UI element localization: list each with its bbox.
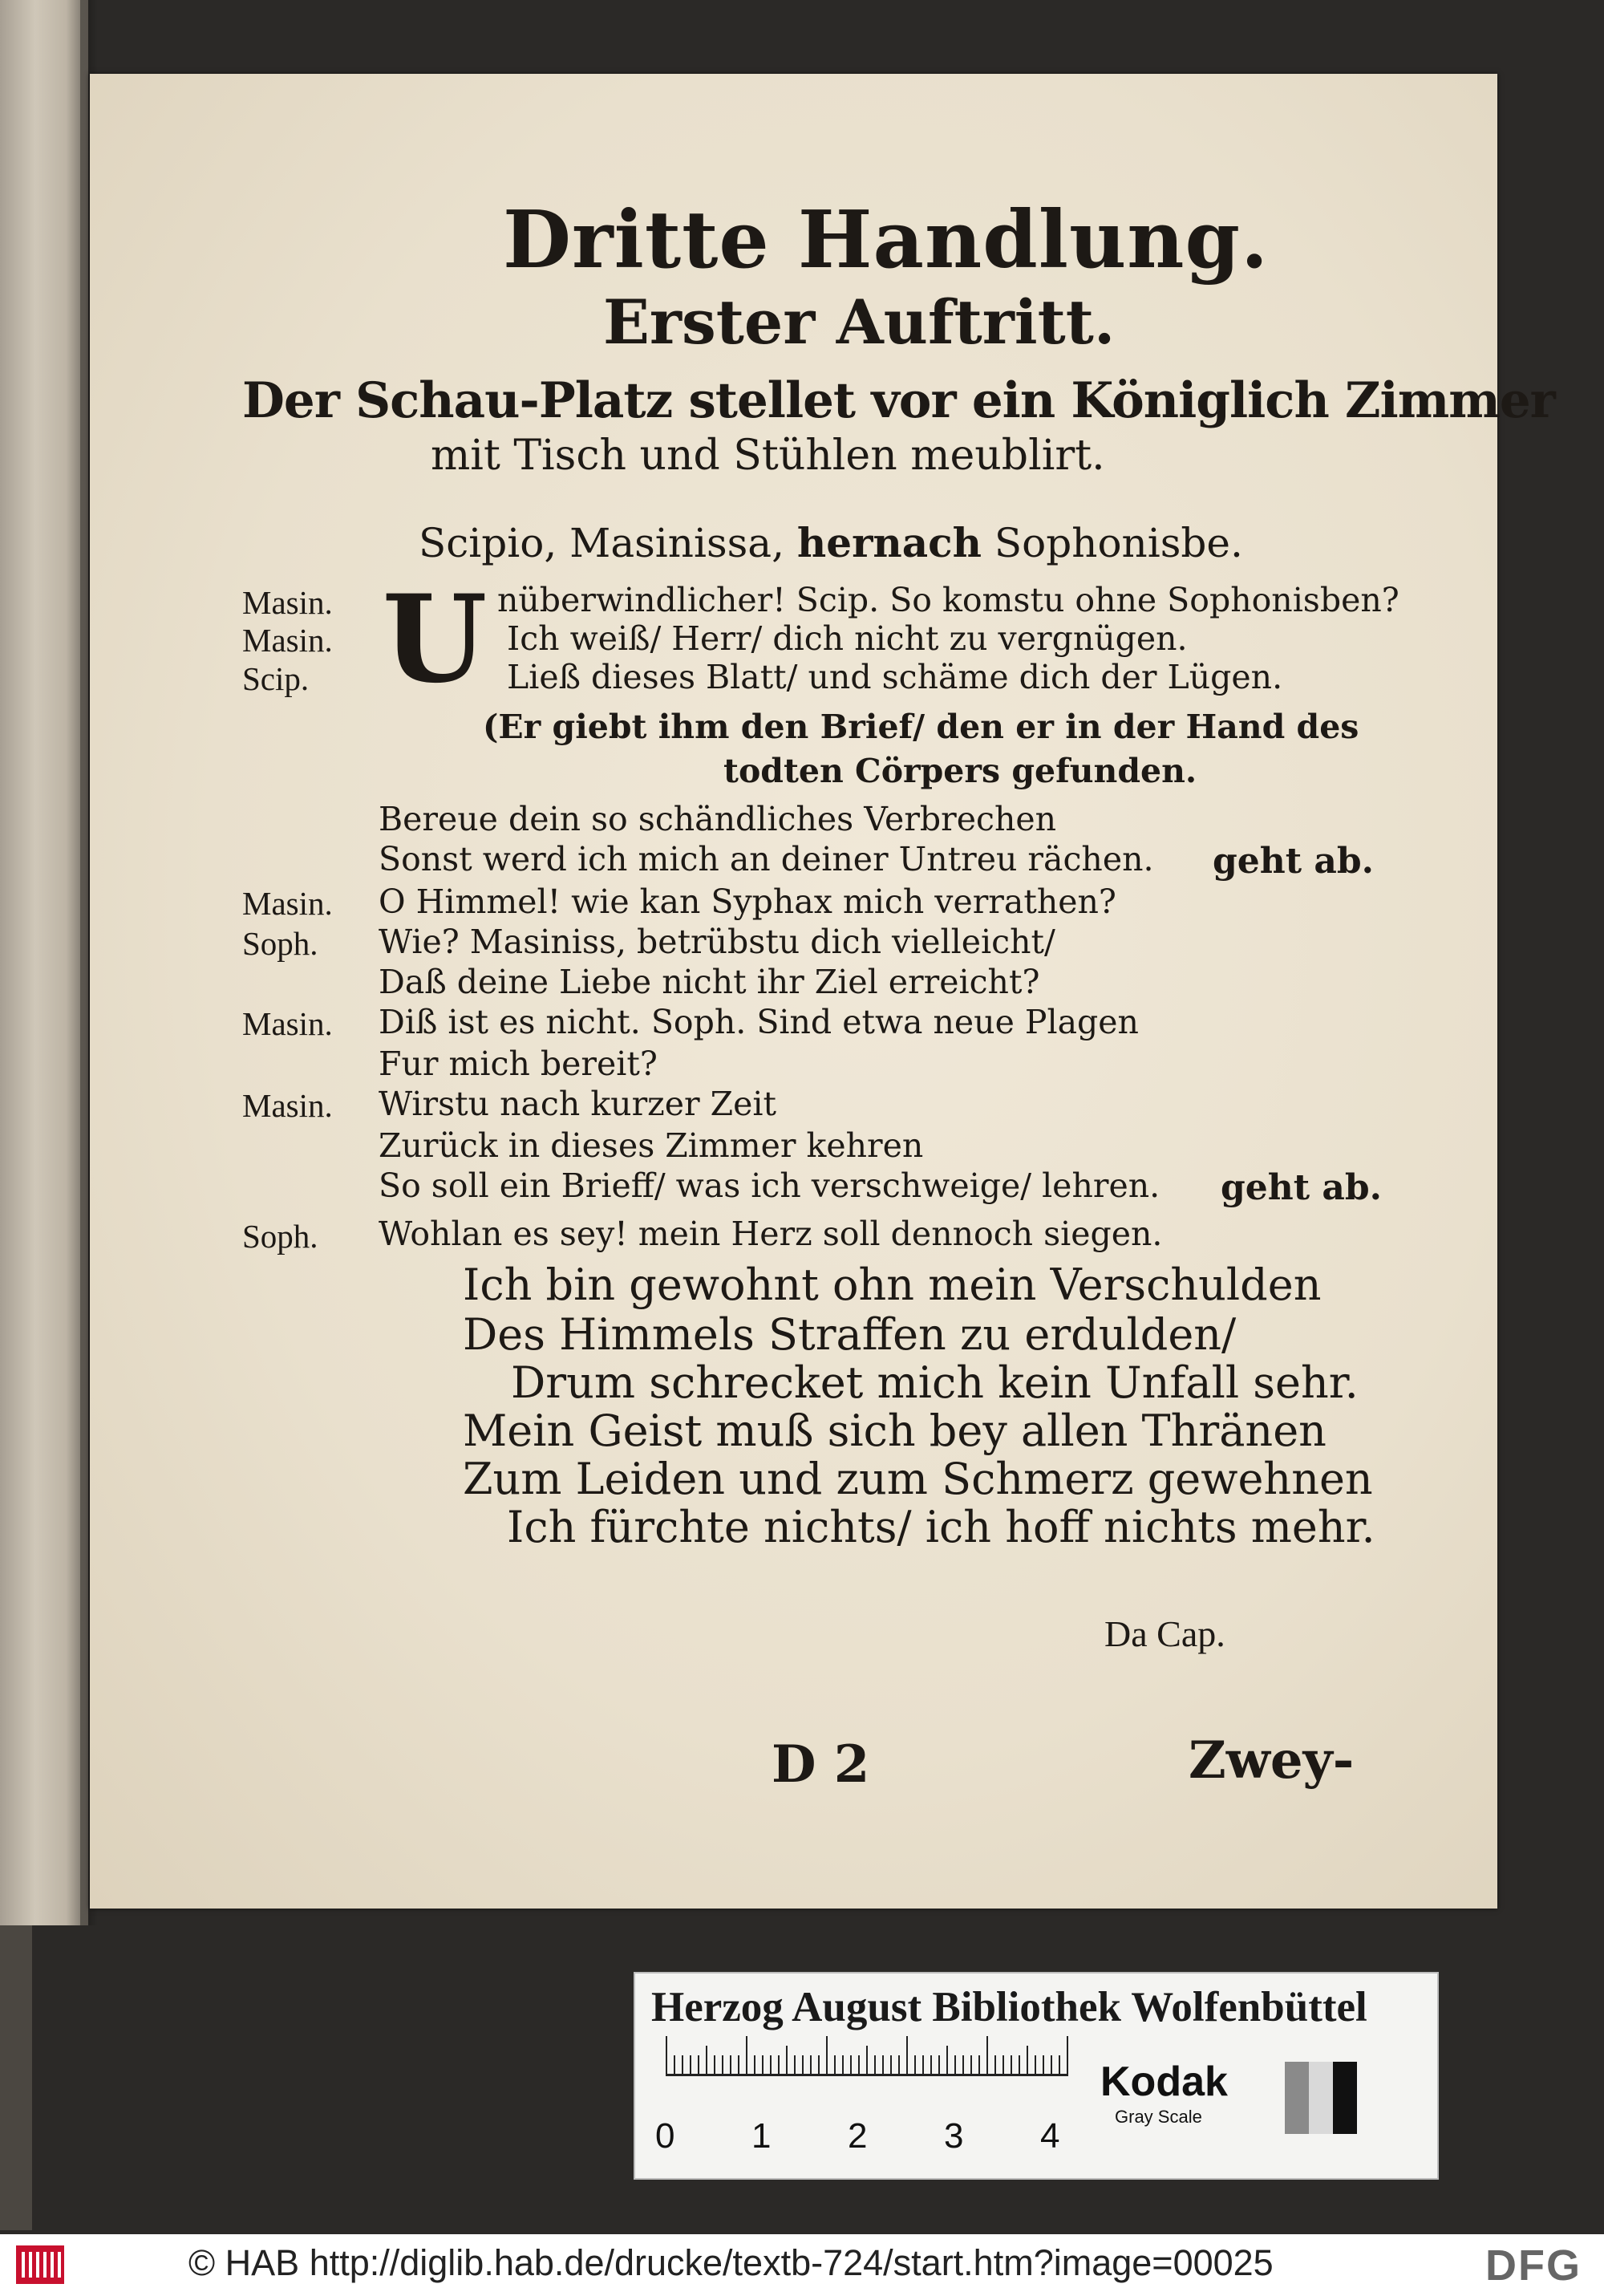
ruler-number: 3	[944, 2116, 964, 2156]
ruler-tick	[754, 2055, 755, 2076]
act-title: Dritte Handlung.	[503, 194, 1270, 286]
ruler-tick	[906, 2036, 908, 2076]
ruler-tick	[666, 2036, 667, 2076]
ruler-tick	[1043, 2055, 1044, 2076]
ruler-tick	[858, 2055, 860, 2076]
ruler-tick	[1003, 2055, 1004, 2076]
ruler-tick	[714, 2055, 715, 2076]
ruler-tick	[842, 2055, 844, 2076]
ruler-tick	[1051, 2055, 1052, 2076]
dialogue-line: nüberwindlicher! Scip. So komstu ohne Sophonisben?	[497, 581, 1399, 619]
ruler-tick	[882, 2055, 884, 2076]
ruler-tick	[954, 2055, 956, 2076]
aria-line: Ich bin gewohnt ohn mein Verschulden	[463, 1260, 1322, 1310]
ruler-tick	[922, 2055, 924, 2076]
ruler-tick	[826, 2036, 828, 2076]
ruler-tick	[1067, 2036, 1068, 2076]
ruler-tick	[994, 2055, 996, 2076]
dialogue-line: Wie? Masiniss, betrübstu dich vielleicht/	[379, 923, 1055, 961]
dialogue-line: Daß deine Liebe nicht ihr Ziel erreicht?	[379, 963, 1040, 1001]
dialogue-line: Diß ist es nicht. Soph. Sind etwa neue Plagen	[379, 1003, 1139, 1041]
speaker-label: Masin.	[242, 622, 333, 659]
dialogue-line: So soll ein Brieff/ was ich verschweige/ lehren.	[379, 1166, 1160, 1205]
dfg-logo: DFG	[1485, 2241, 1582, 2290]
dialogue-line: Wohlan es sey! mein Herz soll dennoch siegen.	[379, 1215, 1163, 1253]
signature-mark: D 2	[772, 1734, 870, 1795]
ruler-tick	[770, 2055, 772, 2076]
ruler-tick	[722, 2055, 723, 2076]
ruler-tick	[778, 2055, 780, 2076]
ruler-tick	[834, 2055, 836, 2076]
aria-line: Drum schrecket mich kein Unfall sehr.	[511, 1357, 1359, 1408]
gray-patch	[1333, 2062, 1357, 2134]
ruler-tick	[802, 2055, 804, 2076]
dialogue-line: Fur mich bereit?	[379, 1045, 658, 1083]
character-sophonisbe: Sophonisbe.	[994, 520, 1243, 566]
ruler-tick	[946, 2046, 948, 2076]
setting-line-2: mit Tisch und Stühlen meublirt.	[431, 432, 1105, 480]
character-hernach: hernach	[796, 519, 982, 566]
ruler-tick	[1059, 2055, 1060, 2076]
ruler-tick	[930, 2055, 932, 2076]
ruler-tick	[810, 2055, 812, 2076]
gray-patch	[1285, 2062, 1309, 2134]
speaker-label: Soph.	[242, 925, 318, 962]
dialogue-line: Sonst werd ich mich an deiner Untreu rächen.	[379, 840, 1154, 878]
aria-line: Mein Geist muß sich bey allen Thränen	[463, 1406, 1327, 1456]
exit-direction: geht ab.	[1221, 1167, 1382, 1208]
ruler-tick	[890, 2055, 892, 2076]
speaker-label: Masin.	[242, 584, 333, 621]
copyright-link[interactable]: © HAB http://diglib.hab.de/drucke/textb-724/start.htm?image=00025	[188, 2242, 1274, 2283]
stage-direction: todten Cörpers gefunden.	[723, 752, 1197, 790]
aria-line: Des Himmels Straffen zu erdulden/	[463, 1309, 1237, 1360]
aria-line: Zum Leiden und zum Schmerz gewehnen	[463, 1454, 1373, 1504]
dialogue-line: Ich weiß/ Herr/ dich nicht zu vergnügen.	[507, 619, 1188, 658]
ruler-number: 4	[1040, 2116, 1060, 2156]
speaker-label: Scip.	[242, 660, 310, 697]
adjacent-page-edge	[0, 0, 88, 1925]
ruler-tick	[730, 2055, 731, 2076]
ruler-tick	[1019, 2055, 1020, 2076]
ruler-tick	[1027, 2046, 1028, 2076]
ruler-number: 2	[848, 2116, 868, 2156]
ruler-tick	[746, 2036, 747, 2076]
exit-direction: geht ab.	[1213, 841, 1374, 882]
gray-patches	[1285, 2062, 1357, 2134]
setting-line-1: Der Schau-Platz stellet vor ein Königlich Zimmer	[242, 372, 1555, 429]
dialogue-line: Ließ dieses Blatt/ und schäme dich der Lügen.	[507, 658, 1283, 696]
ruler-tick	[874, 2055, 876, 2076]
character-names: Scipio, Masinissa,	[419, 520, 785, 566]
ruler-tick	[938, 2055, 940, 2076]
ruler-tick	[1011, 2055, 1012, 2076]
ruler-tick	[786, 2046, 788, 2076]
kodak-logo: Kodak	[1100, 2059, 1228, 2105]
ruler-tick	[850, 2055, 852, 2076]
ruler-number: 1	[751, 2116, 772, 2156]
ruler-tick	[970, 2055, 972, 2076]
catchword: Zwey-	[1189, 1730, 1355, 1791]
aria-line: Ich fürchte nichts/ ich hoff nichts mehr.	[507, 1502, 1375, 1552]
ruler-tick	[682, 2055, 683, 2076]
ruler-tick	[962, 2055, 964, 2076]
institution-name: Herzog August Bibliothek Wolfenbüttel	[651, 1984, 1367, 2030]
ruler-tick	[818, 2055, 820, 2076]
ruler-tick	[674, 2055, 675, 2076]
gray-scale-label: Gray Scale	[1115, 2107, 1202, 2127]
ruler-tick	[898, 2055, 900, 2076]
stage-direction: (Er giebt ihm den Brief/ den er in der Hand des	[483, 708, 1359, 746]
color-target-card	[634, 1972, 1439, 2180]
da-capo: Da Cap.	[1104, 1613, 1225, 1654]
speaker-label: Soph.	[242, 1218, 318, 1255]
ruler-tick	[1035, 2055, 1036, 2076]
speaker-label: Masin.	[242, 1087, 333, 1124]
ruler-tick	[698, 2055, 699, 2076]
ruler-tick	[738, 2055, 739, 2076]
gray-patch	[1309, 2062, 1333, 2134]
book-cover-edge	[0, 1925, 32, 2230]
dialogue-line: O Himmel! wie kan Syphax mich verrathen?	[379, 882, 1116, 921]
ruler-number: 0	[655, 2116, 675, 2156]
decorated-initial: U	[382, 569, 488, 710]
ruler-tick	[706, 2046, 707, 2076]
scene-title: Erster Auftritt.	[603, 286, 1116, 358]
speaker-label: Masin.	[242, 1005, 333, 1042]
ruler-tick	[986, 2036, 988, 2076]
hab-logo-icon	[16, 2245, 64, 2284]
character-list	[419, 519, 1243, 566]
ruler-tick	[690, 2055, 691, 2076]
dialogue-line: Bereue dein so schändliches Verbrechen	[379, 800, 1057, 838]
ruler-tick	[794, 2055, 796, 2076]
speaker-label: Masin.	[242, 885, 333, 922]
dialogue-line: Zurück in dieses Zimmer kehren	[379, 1126, 924, 1165]
ruler-tick	[914, 2055, 916, 2076]
ruler-tick	[866, 2046, 868, 2076]
footer-bar	[0, 2234, 1604, 2296]
ruler-tick	[978, 2055, 980, 2076]
book-page	[90, 74, 1555, 1909]
ruler-tick	[762, 2055, 764, 2076]
dialogue-line: Wirstu nach kurzer Zeit	[379, 1085, 777, 1123]
